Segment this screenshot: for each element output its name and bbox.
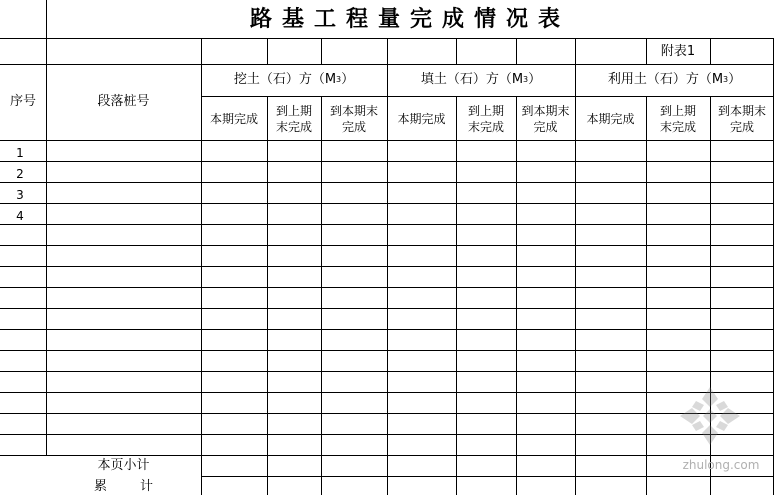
grid-line-vertical [516, 96, 517, 495]
subheader-current-period-fill: 本期完成 [397, 111, 446, 126]
grid-line-vertical [516, 38, 517, 64]
header-fill-label: 填土（石）方（M [420, 72, 524, 87]
subheader-to-last-period-excavation: 到上期 末完成 [275, 103, 312, 134]
footer-subtotal: 本页小计 [97, 458, 150, 473]
subheader-to-this-period-fill: 到本期末 完成 [521, 103, 570, 134]
header-reuse-close: ） [728, 72, 742, 87]
grid-line-vertical [646, 96, 647, 495]
row-number: 1 [16, 145, 24, 160]
header-excavation-unit-exponent: 3 [336, 75, 342, 84]
header-fill-close: ） [528, 72, 542, 87]
grid-line-vertical [710, 38, 711, 64]
header-fill [387, 64, 575, 96]
subheader-to-this-period-reuse: 到本期末 完成 [717, 103, 766, 134]
watermark-logo [676, 385, 744, 447]
header-excavation-label: 挖土（石）方（M [233, 72, 337, 87]
page-title: 路基工程量完成情况表 [249, 6, 570, 32]
diamond-logo-icon [676, 385, 744, 447]
grid-line-vertical [321, 96, 322, 495]
row-number: 2 [16, 166, 24, 181]
grid-line-horizontal [201, 476, 774, 477]
subheader-to-this-period-excavation: 到本期末 完成 [329, 103, 378, 134]
header-segment: 段落桩号 [97, 94, 150, 109]
header-excavation [201, 64, 387, 96]
footer-cumulative: 累 计 [93, 479, 154, 494]
header-seq: 序号 [9, 94, 36, 109]
row-number: 3 [16, 187, 24, 202]
subheader-to-last-period-reuse: 到上期 末完成 [659, 103, 696, 134]
header-reuse-label: 利用土（石）方（M [607, 72, 724, 87]
grid-line-vertical [267, 96, 268, 495]
header-fill-unit-exponent: 3 [523, 75, 529, 84]
grid-line-vertical [456, 96, 457, 495]
subheader-current-period-excavation: 本期完成 [209, 111, 258, 126]
header-excavation-close: ） [341, 72, 355, 87]
header-reuse [575, 64, 774, 96]
watermark-text: zhulong.com [682, 458, 760, 472]
attachment-label: 附表1 [660, 44, 696, 59]
grid-line-vertical [321, 38, 322, 64]
subheader-current-period-reuse: 本期完成 [586, 111, 635, 126]
grid-line-vertical [456, 38, 457, 64]
row-number: 4 [16, 208, 24, 223]
grid-line-vertical [267, 38, 268, 64]
header-reuse-unit-exponent: 3 [723, 75, 729, 84]
subheader-to-last-period-fill: 到上期 末完成 [467, 103, 504, 134]
